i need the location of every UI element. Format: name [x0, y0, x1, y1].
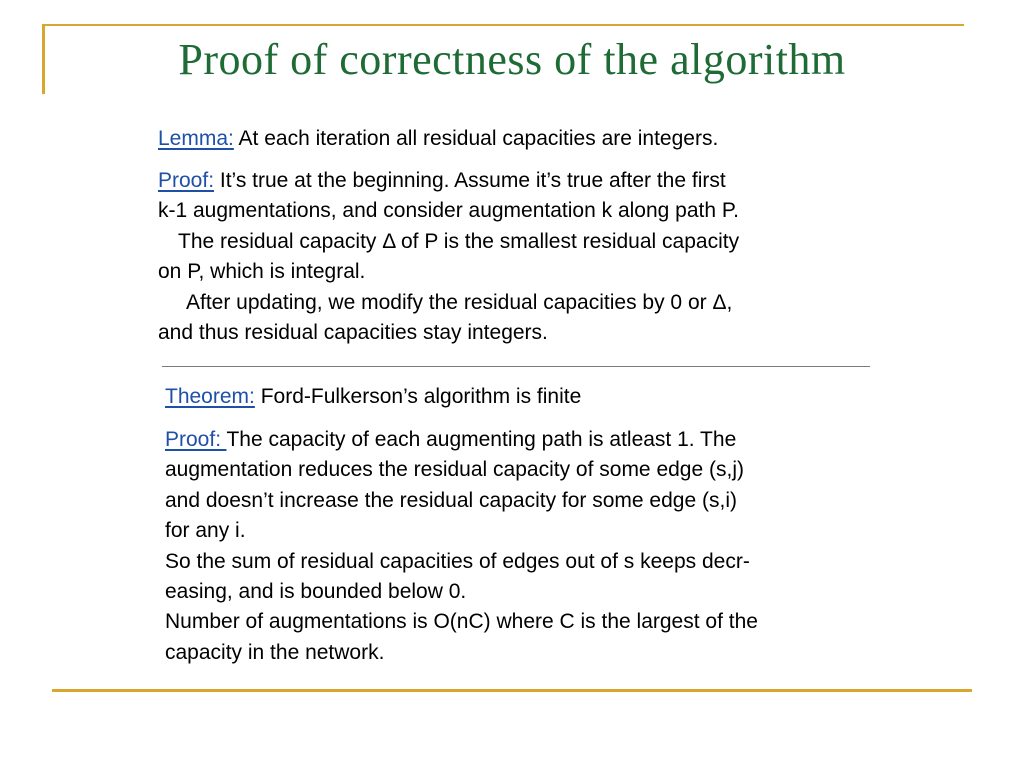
- theorem-label: Theorem:: [165, 385, 255, 408]
- theorem-proof-text-8: capacity in the network.: [165, 640, 385, 664]
- theorem-proof-line: [165, 425, 758, 455]
- theorem-proof-text-2: augmentation reduces the residual capacity of some edge (s,j): [165, 458, 744, 482]
- lemma-block: [158, 124, 718, 154]
- lemma-proof-text-2: k-1 augmentations, and consider augmentation k along path P.: [158, 199, 740, 223]
- lemma-proof-text-6: and thus residual capacities stay integers.: [158, 321, 548, 345]
- theorem-proof-text-5: So the sum of residual capacities of edges out of s keeps decr-: [165, 549, 750, 573]
- theorem-proof-text-7: Number of augmentations is O(nC) where C is the largest of the: [165, 610, 758, 634]
- theorem-proof-block: [165, 425, 758, 668]
- lemma-proof-text-4: on P, which is integral.: [158, 260, 366, 284]
- lemma-proof-text-3: The residual capacity Δ of P is the smallest residual capacity: [178, 229, 740, 253]
- section-divider: [162, 366, 870, 367]
- slide-title: Proof of correctness of the algorithm: [178, 35, 846, 84]
- theorem-proof-text-3: and doesn’t increase the residual capacity for some edge (s,i): [165, 488, 737, 512]
- lemma-proof-text-1: It’s true at the beginning. Assume it’s true after the first: [214, 169, 726, 192]
- frame-bottom-rule: [52, 689, 972, 692]
- theorem-text: Ford-Fulkerson’s algorithm is finite: [254, 385, 582, 408]
- lemma-proof-line: [158, 166, 739, 196]
- lemma-proof-label: Proof:: [158, 169, 215, 192]
- lemma-line: [158, 124, 718, 154]
- theorem-line: [165, 382, 581, 412]
- theorem-proof-text-6: easing, and is bounded below 0.: [165, 580, 467, 604]
- theorem-proof-label: Proof:: [165, 428, 227, 451]
- lemma-text: At each iteration all residual capacities are integers.: [233, 127, 719, 150]
- theorem-proof-text-4: for any i.: [165, 519, 246, 543]
- lemma-proof-block: [158, 166, 739, 348]
- theorem-proof-text-1: The capacity of each augmenting path is atleast 1. The: [226, 428, 737, 451]
- lemma-proof-text-5: After updating, we modify the residual capacities by 0 or Δ,: [186, 290, 733, 314]
- theorem-block: [165, 382, 581, 412]
- lemma-label: Lemma:: [158, 127, 234, 150]
- frame-top-rule: [42, 24, 964, 26]
